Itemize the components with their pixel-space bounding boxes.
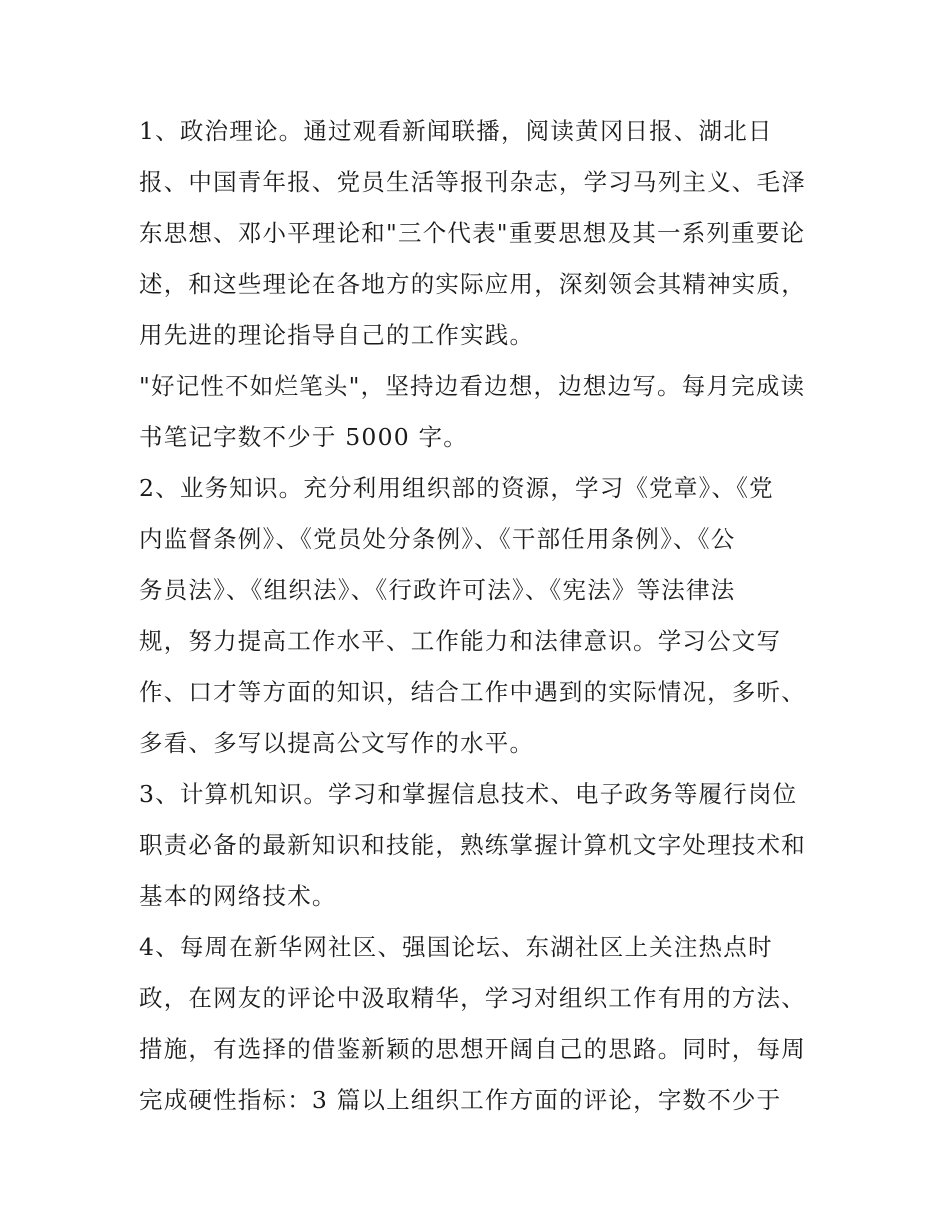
- document-body: [139, 106, 819, 1126]
- text-line: 规，努力提高工作水平、工作能力和法律意识。学习公文写: [139, 627, 782, 655]
- text-line: "好记性不如烂笔头"，坚持边看边想，边想边写。每月完成读: [139, 372, 806, 400]
- text-line: 4、每周在新华网社区、强国论坛、东湖社区上关注热点时: [139, 933, 773, 961]
- text-line: 措施，有选择的借鉴新颖的思想开阔自己的思路。同时，每周: [139, 1035, 806, 1063]
- text-line: 政，在网友的评论中汲取精华，学习对组织工作有用的方法、: [139, 984, 806, 1012]
- text-line: 作、口才等方面的知识，结合工作中遇到的实际情况，多听、: [139, 678, 806, 706]
- text-line: 务员法》、《组织法》、《行政许可法》、《宪法》等法律法: [139, 576, 736, 604]
- text-line: 多看、多写以提高公文写作的水平。: [139, 729, 535, 757]
- text-line: 用先进的理论指导自己的工作实践。: [139, 321, 535, 349]
- paragraph-political-theory: [139, 106, 819, 361]
- paragraph-business-knowledge: [139, 463, 819, 769]
- text-line: 东思想、邓小平理论和"三个代表"重要思想及其一系列重要论: [139, 219, 806, 247]
- text-line: 基本的网络技术。: [139, 882, 337, 910]
- text-line: 职责必备的最新知识和技能，熟练掌握计算机文字处理技术和: [139, 831, 806, 859]
- text-line: 书笔记字数不少于 5000 字。: [139, 423, 468, 451]
- text-line: 3、计算机知识。学习和掌握信息技术、电子政务等履行岗位: [139, 780, 798, 808]
- text-line: 完成硬性指标：3 篇以上组织工作方面的评论，字数不少于: [139, 1086, 782, 1114]
- paragraph-weekly-forum: [139, 922, 819, 1126]
- text-line: 2、业务知识。充分利用组织部的资源，学习《党章》、《党: [139, 474, 774, 502]
- text-line: 内监督条例》、《党员处分条例》、《干部任用条例》、《公: [139, 525, 736, 553]
- text-line: 述，和这些理论在各地方的实际应用，深刻领会其精神实质，: [139, 270, 806, 298]
- paragraph-computer-knowledge: [139, 769, 819, 922]
- text-line: 报、中国青年报、党员生活等报刊杂志，学习马列主义、毛泽: [139, 168, 806, 196]
- text-line: 1、政治理论。通过观看新闻联播，阅读黄冈日报、湖北日: [139, 117, 773, 145]
- paragraph-reading-notes: [139, 361, 819, 463]
